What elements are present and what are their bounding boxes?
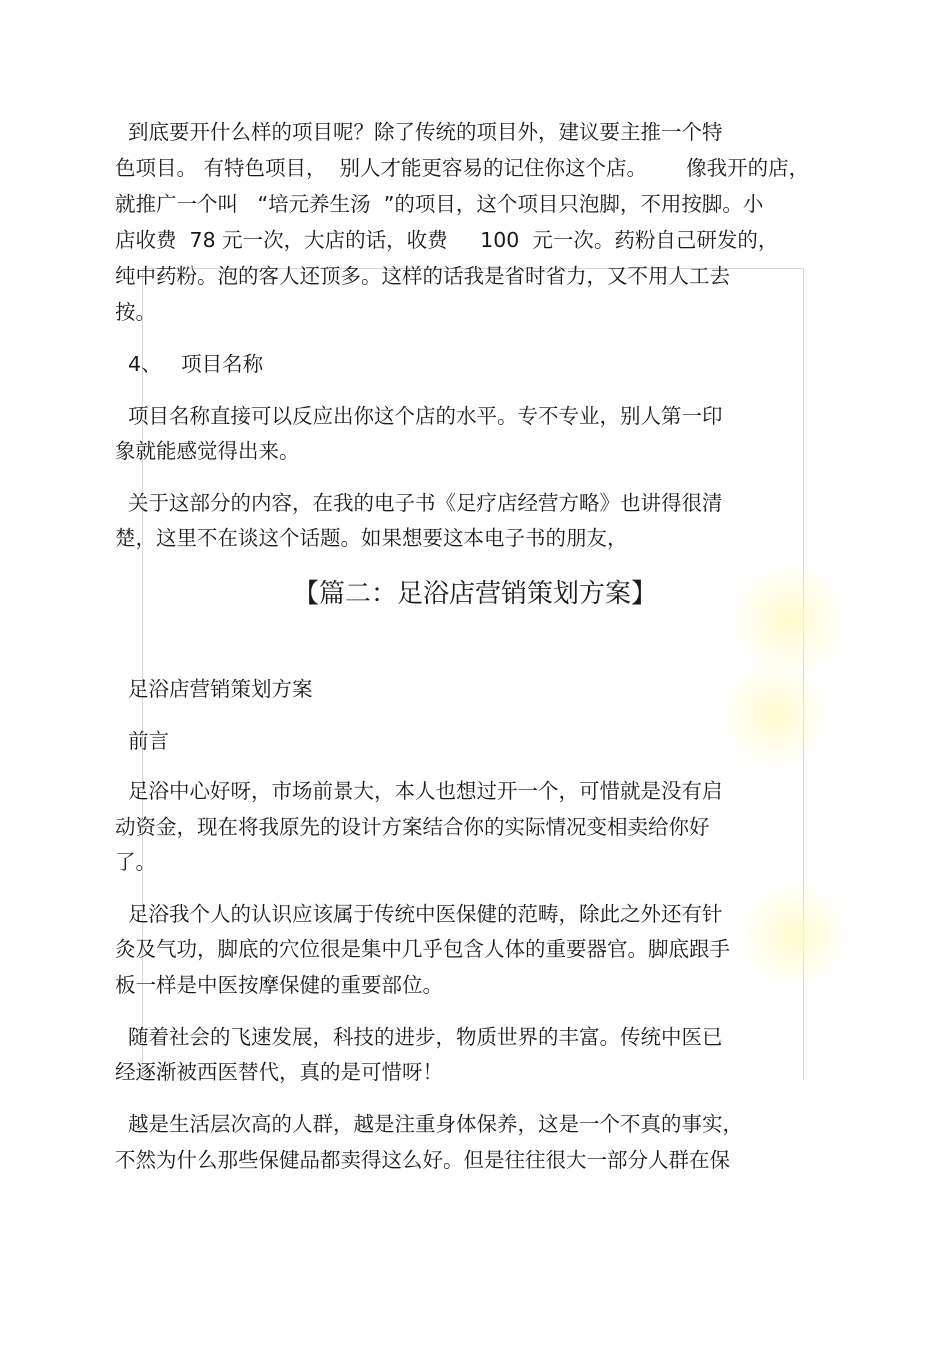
- text-line: 越是生活层次高的人群，越是注重身体保养，这是一个不真的事实，: [115, 1112, 744, 1136]
- text-line: 经逐渐被西医替代，真的是可惜呀！: [115, 1060, 443, 1084]
- text-line: 前言: [115, 729, 170, 753]
- text-line: 楚，这里不在谈这个话题。如果想要这本电子书的朋友，: [115, 526, 628, 550]
- text-line: 了。: [115, 850, 156, 874]
- section-heading: 【篇二：足浴店营销策划方案】: [292, 579, 657, 609]
- watermark-glow: [740, 880, 850, 990]
- text-line: 就推广一个叫 “培元养生汤 ”的项目，这个项目只泡脚，不用按脚。小: [115, 192, 764, 216]
- text-line: 色项目。 有特色项目， 别人才能更容易的记住你这个店。 像我开的店，: [115, 156, 810, 180]
- text-line: 随着社会的飞速发展，科技的进步，物质世界的丰富。传统中医已: [115, 1025, 723, 1049]
- text-line: 灸及气功，脚底的穴位很是集中几乎包含人体的重要器官。脚底跟手: [115, 937, 730, 961]
- text-line: 板一样是中医按摩保健的重要部位。: [115, 973, 443, 997]
- text-line: 纯中药粉。泡的客人还顶多。这样的话我是省时省力，又不用人工去: [115, 264, 730, 288]
- text-line: 象就能感觉得出来。: [115, 439, 300, 463]
- text-line: 足浴我个人的认识应该属于传统中医保健的范畴，除此之外还有针: [115, 902, 723, 926]
- text-line: 到底要开什么样的项目呢？除了传统的项目外，建议要主推一个特: [115, 120, 723, 144]
- text-line: 动资金，现在将我原先的设计方案结合你的实际情况变相卖给你好: [115, 815, 710, 839]
- watermark-glow: [720, 660, 830, 770]
- text-line: 按。: [115, 300, 156, 324]
- text-line: 不然为什么那些保健品都卖得这么好。但是往往很大一部分人群在保: [115, 1148, 730, 1172]
- text-line: 店收费 78 元一次，大店的话，收费 100 元一次。药粉自己研发的，: [115, 228, 779, 252]
- text-line: 足浴中心好呀，市场前景大，本人也想过开一个，可惜就是没有启: [115, 779, 723, 803]
- section-number-title: 4、 项目名称: [115, 352, 264, 376]
- text-line: 项目名称直接可以反应出你这个店的水平。专不专业，别人第一印: [115, 404, 723, 428]
- text-line: 足浴店营销策划方案: [115, 677, 313, 701]
- text-line: 关于这部分的内容，在我的电子书《足疗店经营方略》也讲得很清: [115, 491, 723, 515]
